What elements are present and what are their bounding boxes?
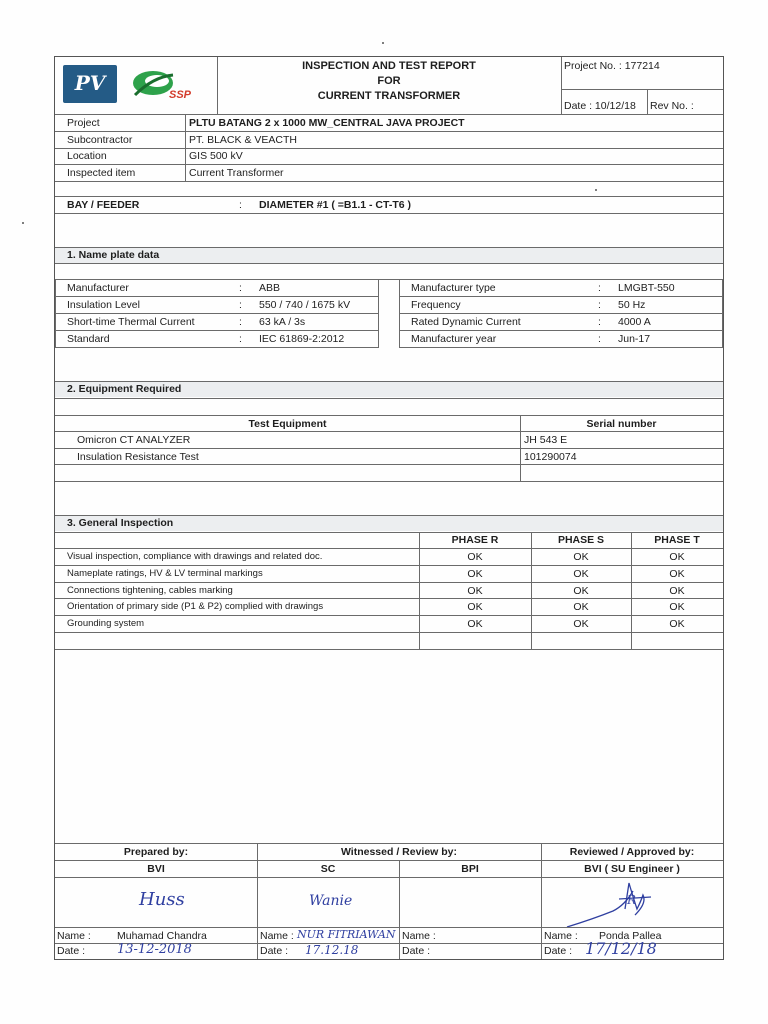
prepared-by-heading: Prepared by:	[123, 846, 189, 858]
phase-s-result: OK	[573, 551, 589, 563]
name-label: Name :	[57, 930, 91, 942]
date-label: Date :	[402, 945, 431, 957]
col-test-equipment: Test Equipment	[248, 418, 327, 430]
date-label: Date :	[57, 945, 86, 957]
info-label-location: Location	[67, 150, 107, 162]
nameplate-colon: :	[598, 282, 601, 294]
inspection-item: Grounding system	[67, 618, 145, 629]
report-title-line1: INSPECTION AND TEST REPORT	[302, 60, 476, 72]
name-label: Name :	[402, 930, 436, 942]
info-label-inspected-item: Inspected item	[67, 167, 136, 179]
nameplate-label-dynamic-current: Rated Dynamic Current	[411, 316, 521, 328]
inspection-heading: 3. General Inspection	[67, 517, 174, 529]
nameplate-label-frequency: Frequency	[411, 299, 461, 311]
approver-name: Ponda Pallea	[599, 930, 662, 942]
phase-s-result: OK	[573, 585, 589, 597]
nameplate-colon: :	[598, 299, 601, 311]
nameplate-colon: :	[598, 316, 601, 328]
report-date: Date : 10/12/18	[564, 100, 636, 112]
nameplate-value-type: LMGBT-550	[618, 282, 675, 294]
phase-s-result: OK	[573, 618, 589, 630]
phase-t-result: OK	[669, 585, 685, 597]
approver-date: 17/12/18	[585, 939, 657, 958]
nameplate-value-manufacturer: ABB	[259, 282, 281, 294]
phase-r-result: OK	[467, 585, 483, 597]
equipment-heading: 2. Equipment Required	[67, 383, 182, 395]
report-title-line3: CURRENT TRANSFORMER	[317, 90, 461, 102]
nameplate-colon: :	[239, 282, 242, 294]
info-value-project: PLTU BATANG 2 x 1000 MW_CENTRAL JAVA PROJECT	[189, 117, 465, 129]
phase-r-result: OK	[467, 618, 483, 630]
phase-t-result: OK	[669, 551, 685, 563]
nameplate-label-year: Manufacturer year	[411, 333, 497, 345]
nameplate-heading: 1. Name plate data	[67, 249, 160, 261]
project-number: Project No. : 177214	[564, 60, 660, 72]
phase-s-result: OK	[573, 601, 589, 613]
inspection-item: Nameplate ratings, HV & LV terminal markings	[67, 568, 263, 579]
nameplate-label-thermal-current: Short-time Thermal Current	[67, 316, 195, 328]
equipment-serial: 101290074	[524, 451, 577, 463]
nameplate-value-year: Jun-17	[618, 333, 651, 345]
nameplate-colon: :	[239, 333, 242, 345]
org-sc: SC	[320, 863, 336, 875]
equipment-name: Insulation Resistance Test	[77, 451, 199, 463]
phase-r-result: OK	[467, 601, 483, 613]
bay-feeder-colon: :	[239, 199, 242, 211]
phase-t-header: PHASE T	[654, 534, 700, 546]
witnessed-by-heading: Witnessed / Review by:	[340, 846, 458, 858]
equipment-name: Omicron CT ANALYZER	[77, 434, 191, 446]
date-label: Date :	[544, 945, 573, 957]
pv-logo: PV	[63, 65, 117, 103]
witness-sc-date: 17.12.18	[305, 943, 359, 957]
name-label: Name :	[260, 930, 294, 942]
phase-t-result: OK	[669, 601, 685, 613]
info-label-project: Project	[67, 117, 100, 129]
ssp-logo: SSP	[129, 65, 209, 103]
nameplate-value-frequency: 50 Hz	[618, 299, 646, 311]
nameplate-label-type: Manufacturer type	[411, 282, 496, 294]
org-bvi: BVI	[147, 863, 165, 875]
nameplate-colon: :	[598, 333, 601, 345]
nameplate-value-thermal-current: 63 kA / 3s	[259, 316, 306, 328]
name-label: Name :	[544, 930, 578, 942]
signature-approver-strokes	[563, 879, 683, 931]
nameplate-label-standard: Standard	[67, 333, 110, 345]
nameplate-value-standard: IEC 61869-2:2012	[259, 333, 345, 345]
signature-prepared: Huss	[139, 889, 185, 910]
phase-r-result: OK	[467, 551, 483, 563]
phase-s-header: PHASE S	[557, 534, 605, 546]
info-value-subcontractor: PT. BLACK & VEACTH	[189, 134, 297, 146]
signature-witness-sc: Wanie	[309, 893, 353, 909]
report-title-line2: FOR	[377, 75, 401, 87]
inspection-item: Visual inspection, compliance with drawings and related doc.	[67, 551, 323, 562]
revision-number: Rev No. :	[650, 100, 694, 112]
nameplate-value-insulation: 550 / 740 / 1675 kV	[259, 299, 351, 311]
preparer-date: 13-12-2018	[117, 942, 192, 957]
info-value-inspected-item: Current Transformer	[189, 167, 284, 179]
info-value-location: GIS 500 kV	[189, 150, 243, 162]
inspection-item: Connections tightening, cables marking	[67, 585, 233, 596]
signature-approver: R	[563, 879, 683, 931]
col-serial-number: Serial number	[586, 418, 657, 430]
bay-feeder-label: BAY / FEEDER	[67, 199, 140, 211]
org-bvi-su: BVI ( SU Engineer )	[584, 863, 680, 875]
report-frame	[54, 56, 724, 960]
reviewed-by-heading: Reviewed / Approved by:	[569, 846, 695, 858]
phase-r-header: PHASE R	[451, 534, 499, 546]
org-bpi: BPI	[461, 863, 479, 875]
phase-t-result: OK	[669, 618, 685, 630]
phase-s-result: OK	[573, 568, 589, 580]
bay-feeder-value: DIAMETER #1 ( =B1.1 - CT-T6 )	[259, 199, 411, 211]
nameplate-colon: :	[239, 316, 242, 328]
preparer-name: Muhamad Chandra	[117, 930, 207, 942]
witness-sc-name: NUR FITRIAWAN	[297, 928, 396, 941]
inspection-item: Orientation of primary side (P1 & P2) complied with drawings	[67, 601, 324, 612]
equipment-serial: JH 543 E	[524, 434, 568, 446]
nameplate-label-manufacturer: Manufacturer	[67, 282, 129, 294]
phase-t-result: OK	[669, 568, 685, 580]
date-label: Date :	[260, 945, 289, 957]
info-label-subcontractor: Subcontractor	[67, 134, 133, 146]
nameplate-colon: :	[239, 299, 242, 311]
phase-r-result: OK	[467, 568, 483, 580]
nameplate-label-insulation: Insulation Level	[67, 299, 140, 311]
nameplate-value-dynamic-current: 4000 A	[618, 316, 651, 328]
